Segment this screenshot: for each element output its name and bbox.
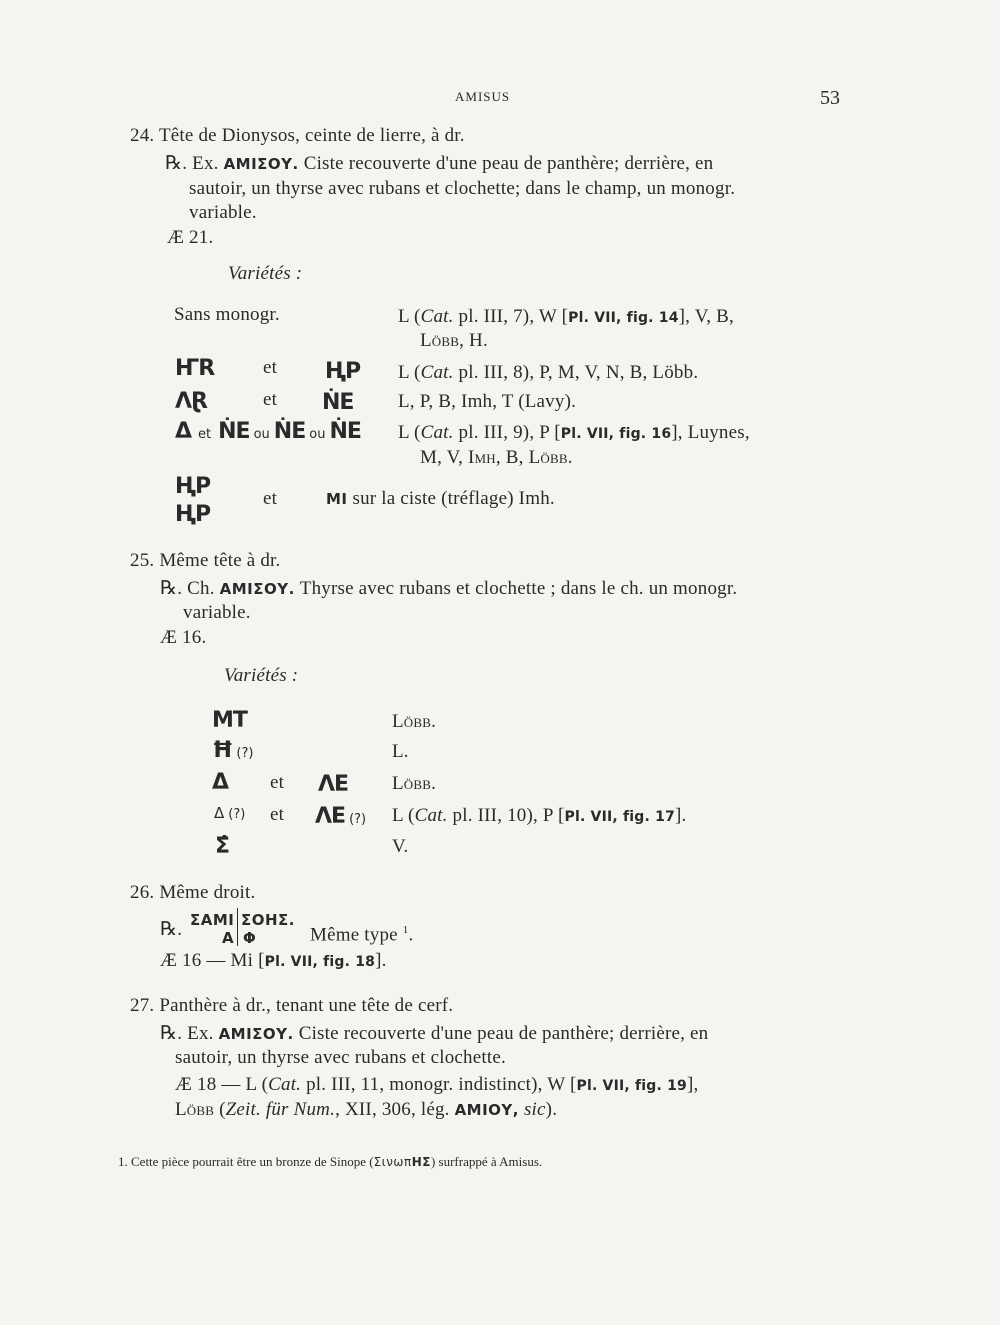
entry-number: 26. [130, 882, 155, 903]
legend-divider [237, 908, 238, 946]
variety-references: L (Cat. pl. III, 9), P [Pl. VII, fig. 16], Luynes, [398, 422, 750, 443]
entry-27-obverse-line [130, 994, 453, 1018]
et-label: et [263, 488, 278, 509]
monogram-group [212, 738, 253, 763]
monogram-icon: ҢP [175, 474, 211, 499]
monogram-icon: ҤR [175, 356, 215, 381]
split-legend [190, 908, 300, 948]
variety-references: Löbb. [392, 711, 437, 732]
variety-references: L (Cat. pl. III, 8), P, M, V, N, B, Löbb. [398, 362, 699, 383]
entry-27-reverse-line [160, 1022, 708, 1046]
monogram-icon: ΛⱤ [175, 389, 207, 414]
footnote-ref: 1 [402, 924, 409, 936]
metal-size: Æ 16 — Mi [Pl. VII, fig. 18]. [160, 950, 387, 971]
variety-references-cont: Löbb, H. [420, 330, 488, 351]
entry-number: 27. [130, 995, 155, 1016]
monogram-icon: ṄE [218, 419, 250, 444]
metal-size-cont: Löbb (Zeit. für Num., XII, 306, lég. ΑΜΙΟΥ, sic). [175, 1099, 558, 1120]
variety-references: V. [392, 836, 409, 857]
monogram-icon: Δ [214, 804, 225, 822]
reverse-text: Ciste recouverte d'une peau de panthère; derrière, en [298, 1023, 709, 1044]
reverse-symbol: ℞. [165, 153, 188, 174]
variety-references: L. [392, 741, 409, 762]
variety-left: Sans monogr. [174, 304, 280, 325]
greek-legend: ΑΜΙΟΥ, [454, 1101, 519, 1119]
variety-references: L (Cat. pl. III, 7), W [Pl. VII, fig. 14], V, B, [398, 306, 734, 327]
monogram-icon: Δ [175, 419, 192, 444]
et-label: et [270, 804, 285, 825]
obverse-text: Même tête à dr. [159, 550, 281, 571]
greek-legend: ΑΜΙΣΟΥ. [218, 1025, 294, 1043]
reverse-text-cont: sautoir, un thyrse avec rubans et clochette; dans le champ, un monogr. [189, 178, 736, 199]
reverse-text-cont: sautoir, un thyrse avec rubans et clochette. [175, 1047, 506, 1068]
variety-references-cont: M, V, Imh, B, Löbb. [420, 447, 573, 468]
monogram-group [214, 804, 245, 823]
footnote: 1. Cette pièce pourrait être un bronze de Sinope (ΣινωπΗΣ) surfrappé à Amisus. [118, 1154, 543, 1169]
monogram-icon: ҢP [325, 359, 361, 384]
entry-24-reverse-line [165, 152, 713, 176]
entry-25-obverse-line [130, 549, 281, 573]
obverse-text: Même droit. [159, 882, 256, 903]
legend-bottom-right: Φ [243, 929, 257, 947]
reverse-symbol: ℞. [160, 1023, 183, 1044]
uncertain-mark: (?) [228, 807, 246, 822]
reverse-text-cont: variable. [189, 202, 257, 223]
uncertain-mark: (?) [236, 746, 254, 761]
metal-size: Æ 16. [160, 627, 207, 648]
monogram-icon: Δ [212, 770, 229, 795]
greek-legend: ΜΙ [326, 490, 348, 508]
reverse-text: Ciste recouverte d'une peau de panthère; derrière, en [303, 153, 714, 174]
greek-legend: ΑΜΙΣΟΥ. [223, 155, 299, 173]
et-label: et [263, 357, 278, 378]
variety-references: L, P, B, Imh, T (Lavy). [398, 391, 577, 412]
obverse-text: Panthère à dr., tenant une tête de cerf. [159, 995, 454, 1016]
monogram-icon: ΛΕ [318, 772, 349, 797]
reverse-intro: Ch. [187, 578, 215, 599]
reverse-intro: Ex. [187, 1023, 214, 1044]
metal-size: Æ 21. [167, 227, 214, 248]
ou-label: ou [309, 427, 326, 442]
legend-top-right: ΣΟΗΣ. [241, 911, 295, 929]
et-label: et [263, 389, 278, 410]
et-label: et [198, 427, 212, 442]
reverse-text: Même type $^1$. [310, 924, 414, 946]
running-title: AMISUS [455, 89, 511, 104]
entry-number: 24. [130, 125, 155, 146]
monogram-icon: Ħ [212, 738, 233, 763]
legend-bottom-left: Α [222, 929, 235, 947]
variety-references: Löbb. [392, 773, 437, 794]
varietes-heading: Variétés : [228, 263, 303, 284]
variety-references: ΜΙ sur la ciste (tréflage) Imh. [326, 488, 555, 509]
entry-26-obverse-line [130, 881, 255, 905]
monogram-group [175, 419, 361, 444]
variety-references: L (Cat. pl. III, 10), P [Pl. VII, fig. 17]. [392, 805, 687, 826]
reverse-text: Thyrse avec rubans et clochette ; dans le ch. un monogr. [299, 578, 738, 599]
obverse-text: Tête de Dionysos, ceinte de lierre, à dr. [158, 125, 465, 146]
et-label: et [270, 772, 285, 793]
reverse-symbol: ℞. [160, 919, 183, 940]
entry-number: 25. [130, 550, 155, 571]
varietes-heading: Variétés : [224, 665, 299, 686]
monogram-group [315, 804, 366, 829]
monogram-icon: Σ̂ [215, 834, 230, 859]
reverse-text-cont: variable. [183, 602, 251, 623]
footnote-text: Cette pièce pourrait être un bronze de Sinope ( [131, 1154, 374, 1169]
legend-top-left: ΣΑΜΙ [190, 911, 235, 929]
monogram-icon: ṄE [273, 419, 306, 444]
metal-size: Æ 18 — L (Cat. pl. III, 11, monogr. indistinct), W [Pl. VII, fig. 19], [175, 1074, 699, 1095]
monogram-icon: ΛΕ [315, 804, 346, 829]
footnote-number: 1. [118, 1154, 128, 1169]
uncertain-mark: (?) [349, 812, 367, 827]
monogram-icon: ΜΤ [212, 708, 247, 733]
greek-legend: ΑΜΙΣΟΥ. [219, 580, 295, 598]
monogram-icon: ṄE [329, 419, 361, 444]
page-number: 53 [820, 87, 840, 109]
entry-24-obverse-line [130, 124, 465, 148]
reverse-intro: Ex. [192, 153, 219, 174]
entry-25-reverse-line [160, 577, 737, 601]
monogram-icon: ṄE [322, 390, 354, 415]
monogram-icon: ҢP [175, 502, 211, 527]
reverse-symbol: ℞. [160, 578, 183, 599]
ou-label: ou [253, 427, 270, 442]
